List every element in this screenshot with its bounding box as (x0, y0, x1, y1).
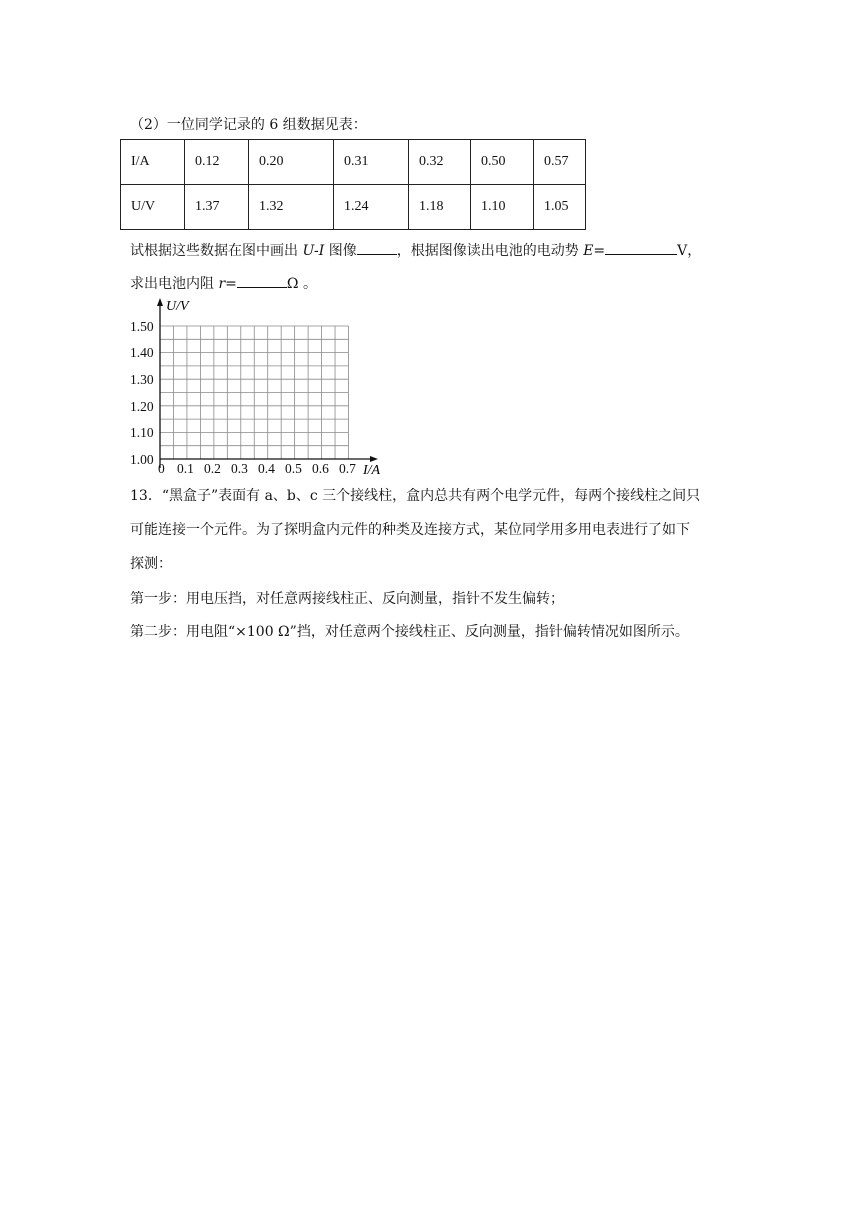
table-cell: 0.57 (534, 140, 586, 185)
answer-blank-graph[interactable] (357, 240, 397, 255)
question-text: = (593, 243, 606, 259)
answer-blank-emf[interactable] (605, 240, 677, 255)
table-cell: 1.10 (471, 185, 534, 230)
x-tick-label: 0 (158, 461, 165, 476)
y-tick-label: 1.30 (130, 372, 154, 387)
question-text: ，根据图像读出电池的电动势 (396, 243, 584, 259)
x-tick-label: 0.6 (312, 461, 329, 476)
x-axis-label: I/A (363, 463, 381, 478)
problem-13-line-3: 探测： (130, 556, 172, 572)
intro-text: （2）一位同学记录的 6 组数据见表： (130, 117, 367, 133)
problem-13-line-2: 可能连接一个元件。为了探明盒内元件的种类及连接方式，某位同学用多用电表进行了如下 (130, 522, 690, 538)
y-tick-label: 1.10 (130, 425, 154, 440)
question-text: 试根据这些数据在图中画出 (130, 243, 303, 259)
problem-13-line-1: 13．“黑盒子”表面有 a、b、c 三个接线柱，盒内总共有两个电学元件，每两个接线柱之间只 (130, 488, 701, 504)
ui-label: U-I (302, 243, 325, 259)
y-tick-label: 1.50 (130, 319, 154, 334)
table-cell: 1.05 (534, 185, 586, 230)
x-tick-label: 0.3 (231, 461, 248, 476)
answer-blank-resistance[interactable] (237, 273, 287, 288)
x-tick-label: 0.7 (339, 461, 356, 476)
question-text: 图像 (324, 243, 357, 259)
question-text: V， (677, 243, 702, 259)
question-text: Ω 。 (286, 276, 317, 292)
step-1-text: 第一步：用电压挡，对任意两接线柱正、反向测量，指针不发生偏转； (130, 591, 564, 607)
e-label: E (583, 243, 594, 259)
question-text: = (225, 276, 237, 292)
y-axis-label (166, 299, 190, 314)
table-row (121, 140, 586, 185)
table-cell: 0.12 (185, 140, 249, 185)
x-tick-label: 0.2 (204, 461, 221, 476)
y-tick-label: 1.40 (130, 345, 154, 360)
table-cell: 1.37 (185, 185, 249, 230)
question-line-2 (130, 273, 317, 293)
y-axis (157, 298, 163, 468)
x-tick-label: 0.4 (258, 461, 275, 476)
y-tick-label: 1.20 (130, 399, 154, 414)
table-cell: 0.20 (249, 140, 334, 185)
table-cell: 1.18 (409, 185, 471, 230)
table-cell: 0.50 (471, 140, 534, 185)
row-label: I/A (121, 140, 185, 185)
y-tick-label: 1.00 (130, 452, 154, 467)
data-table (120, 139, 586, 230)
x-tick-label: 0.5 (285, 461, 302, 476)
x-tick-label: 0.1 (177, 461, 194, 476)
graph-paper (120, 296, 400, 478)
question-text: 求出电池内阻 (130, 276, 219, 292)
r-label: r (218, 276, 226, 292)
question-line-1 (130, 240, 701, 260)
table-cell: 0.31 (334, 140, 409, 185)
table-cell: 1.32 (249, 185, 334, 230)
table-cell: 0.32 (409, 140, 471, 185)
table-cell: 1.24 (334, 185, 409, 230)
row-label: U/V (121, 185, 185, 230)
grid-lines (160, 326, 349, 459)
step-2-text: 第二步：用电阻“×100 Ω”挡，对任意两个接线柱正、反向测量，指针偏转情况如图所示。 (130, 624, 689, 640)
y-axis-label-text: U/V (166, 299, 189, 314)
table-row (121, 185, 586, 230)
